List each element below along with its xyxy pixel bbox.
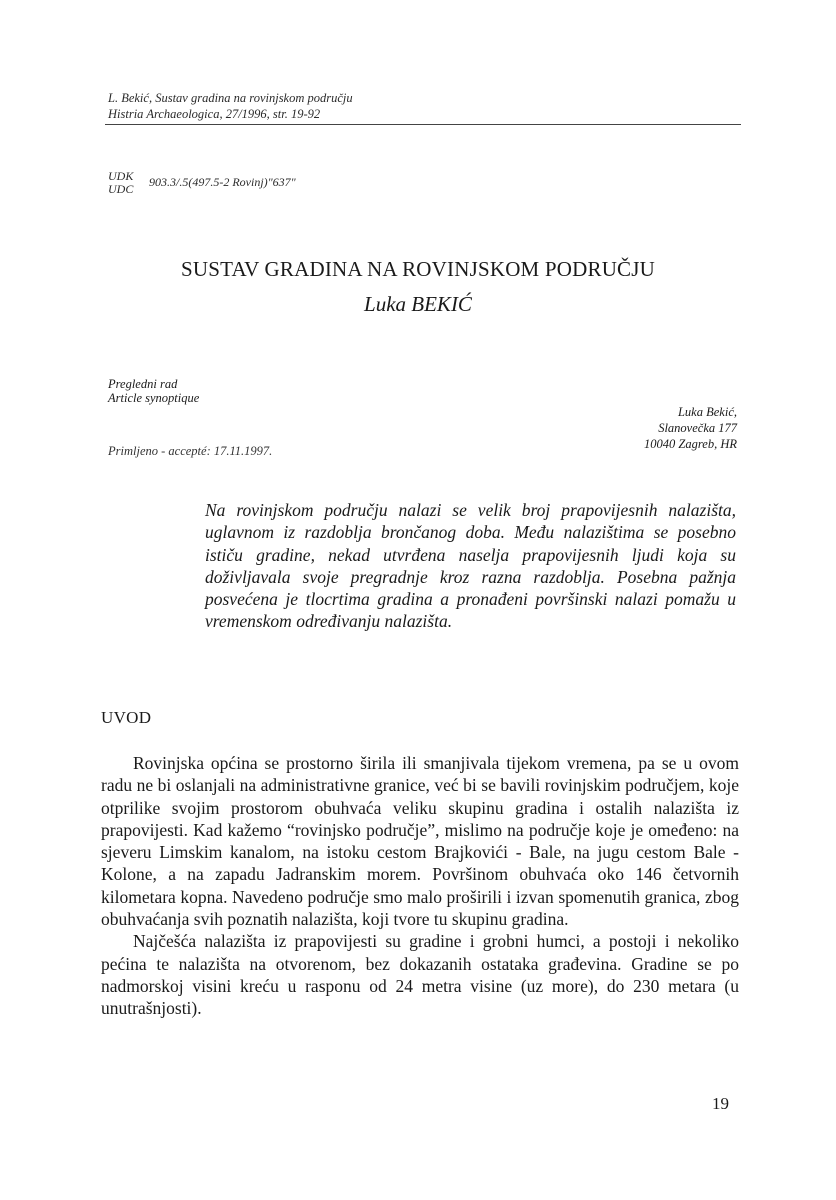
paper-type-hr: Pregledni rad [108, 377, 178, 391]
running-head-journal: Histria Archaeologica, 27/1996, str. 19-92 [108, 107, 321, 121]
section-heading: UVOD [101, 708, 152, 727]
udc-code: 903.3/.5(497.5-2 Rovinj)"637" [149, 175, 296, 189]
udc-labels [108, 170, 146, 196]
abstract: Na rovinjskom području nalazi se velik broj prapovijesnih nalazišta, uglavnom iz razdoblja brončanog doba. Među nalazištima se posebno ističu gradine, nekad utvrđena naselja prapovijesnih ljudi koja su doživljavala svoje pregradnje kroz razna razdoblja. Posebna pažnja posvećena je tlocrtima gradina a pronađeni površinski nalazi pomažu u vremenskom određivanju nalazišta. [205, 500, 736, 632]
page-number: 19 [712, 1094, 729, 1113]
running-head [108, 90, 353, 122]
header-rule [105, 124, 741, 125]
body-paragraph: Rovinjska općina se prostorno širila ili smanjivala tijekom vremena, pa se u ovom radu ne bi oslanjali na administrativne granice, već bi se bavili rovinjskim područjem, koje otprilike svojim prostorom obuhvaća veliku skupinu gradina i ostalih nalazišta iz prapovijesti. Kad kažemo “rovinjsko područje”, mislimo na područje koje je omeđeno: na sjeveru Limskim kanalom, na istoku cestom Brajkovići - Bale, na jugu cestom Bale - Kolone, a na zapadu Jadranskim morem. Površinom obuhvaća oko 146 četvornih kilometara kopna. Navedeno područje smo malo proširili i izvan spomenutih granica, zbog obuhvaćanja svih poznatih nalazišta, koji tvore tu skupinu gradina. [101, 753, 739, 930]
article-title: SUSTAV GRADINA NA ROVINJSKOM PODRUČJU [180, 257, 656, 281]
address-city: 10040 Zagreb, HR [644, 437, 737, 451]
running-head-citation: L. Bekić, Sustav gradina na rovinjskom području [108, 91, 353, 105]
received-date: Primljeno - accepté: 17.11.1997. [108, 444, 273, 458]
address-name: Luka Bekić, [677, 405, 737, 419]
author-address [644, 404, 737, 452]
udc-classification [108, 170, 296, 196]
body-paragraph: Najčešća nalazišta iz prapovijesti su gradine i grobni humci, a postoji i nekoliko pećina te nalazišta na otvorenom, bez dokazanih ostataka građevina. Gradine se po nadmorskoj visini kreću u rasponu od 24 metra visine (uz more), do 230 metara (u unutrašnjosti). [101, 931, 739, 1019]
udk-label: UDK [108, 169, 134, 183]
address-street: Slanovečka 177 [658, 421, 737, 435]
paper-type [108, 377, 199, 405]
paper-type-fr: Article synoptique [108, 391, 200, 405]
body-text [101, 752, 739, 1020]
udc-label: UDC [108, 182, 134, 196]
article-author: Luka BEKIĆ [364, 292, 472, 316]
